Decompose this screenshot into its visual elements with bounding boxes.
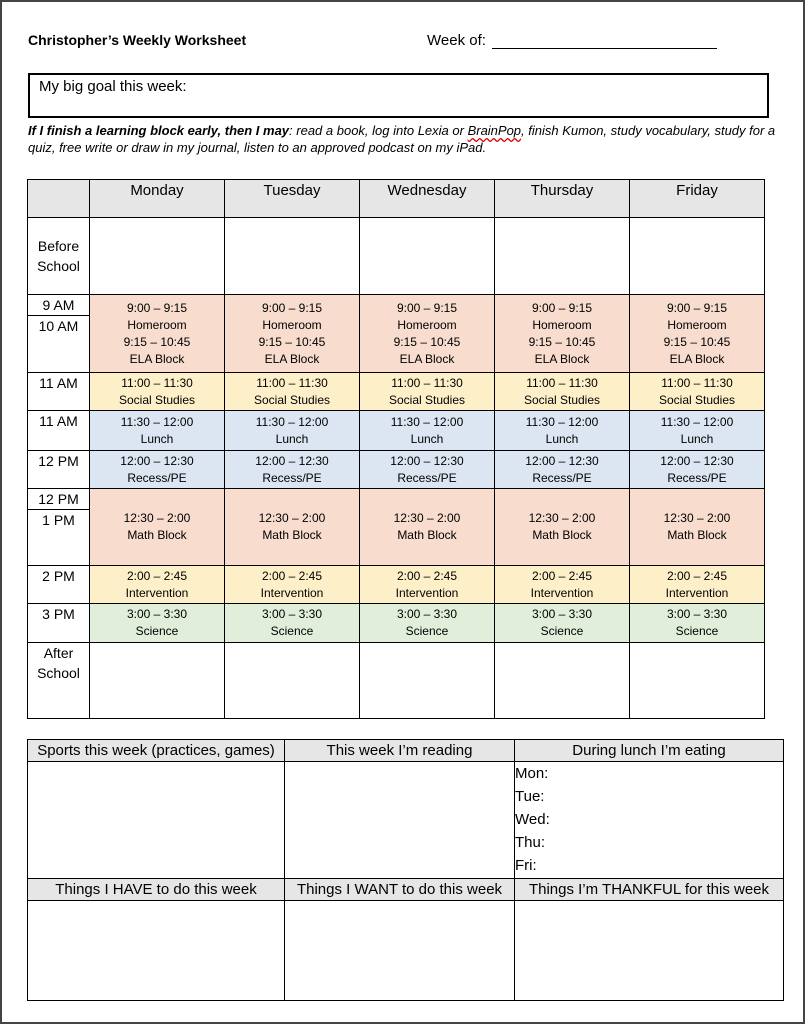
recess-cell[interactable]: 12:00 – 12:30 Recess/PE (630, 451, 765, 489)
reading-box[interactable] (285, 762, 515, 879)
note-bold: If I finish a learning block early, then I may (28, 123, 290, 138)
have-to-do-header: Things I HAVE to do this week (28, 879, 285, 901)
thankful-header: Things I’m THANKFUL for this week (515, 879, 784, 901)
science-cell[interactable]: 3:00 – 3:30 Science (225, 604, 360, 643)
lunch-day-label: Fri: (515, 857, 537, 874)
sports-header: Sports this week (practices, games) (28, 740, 285, 762)
lunch-cell[interactable]: 11:30 – 12:00 Lunch (630, 411, 765, 451)
social-studies-cell[interactable]: 11:00 – 11:30 Social Studies (90, 373, 225, 411)
science-cell[interactable]: 3:00 – 3:30 Science (495, 604, 630, 643)
lunch-eating-header: During lunch I’m eating (515, 740, 784, 762)
science-cell[interactable]: 3:00 – 3:30 Science (360, 604, 495, 643)
morning-block-cell[interactable]: 9:00 – 9:15 Homeroom 9:15 – 10:45 ELA Block (360, 295, 495, 373)
intervention-cell[interactable]: 2:00 – 2:45 Intervention (90, 566, 225, 604)
lunch-eating-box[interactable] (515, 762, 784, 879)
before-school-cell[interactable] (630, 218, 765, 295)
after-school-cell[interactable] (90, 643, 225, 719)
time-label-12-1 (28, 489, 90, 566)
after-school-cell[interactable] (630, 643, 765, 719)
day-header: Wednesday (360, 180, 495, 218)
intervention-cell[interactable]: 2:00 – 2:45 Intervention (495, 566, 630, 604)
before-school-cell[interactable] (225, 218, 360, 295)
social-studies-cell[interactable]: 11:00 – 11:30 Social Studies (360, 373, 495, 411)
recess-cell[interactable]: 12:00 – 12:30 Recess/PE (90, 451, 225, 489)
note-brainpop: BrainPop (467, 123, 522, 138)
intervention-cell[interactable]: 2:00 – 2:45 Intervention (225, 566, 360, 604)
recess-cell[interactable]: 12:00 – 12:30 Recess/PE (225, 451, 360, 489)
after-school-cell[interactable] (360, 643, 495, 719)
before-school-cell[interactable] (90, 218, 225, 295)
science-cell[interactable]: 3:00 – 3:30 Science (90, 604, 225, 643)
lunch-cell[interactable]: 11:30 – 12:00 Lunch (495, 411, 630, 451)
recess-cell[interactable]: 12:00 – 12:30 Recess/PE (360, 451, 495, 489)
after-school-label: After School (28, 643, 90, 719)
time-label: 11 AM (28, 411, 90, 451)
before-school-cell[interactable] (495, 218, 630, 295)
lunch-cell[interactable]: 11:30 – 12:00 Lunch (225, 411, 360, 451)
time-label: 12 PM (38, 491, 79, 507)
time-label: 3 PM (28, 604, 90, 643)
note-text-2: , finish Kumon, study vocabulary, study for a quiz, free write or draw in my journal, listen to an approved podcast on my iPad. (28, 123, 776, 155)
big-goal-box[interactable] (28, 73, 769, 118)
morning-block-cell[interactable]: 9:00 – 9:15 Homeroom 9:15 – 10:45 ELA Block (630, 295, 765, 373)
time-label: 12 PM (28, 451, 90, 489)
time-label: 1 PM (28, 509, 89, 530)
worksheet-title: Christopher’s Weekly Worksheet (28, 32, 247, 48)
math-cell[interactable]: 12:30 – 2:00 Math Block (630, 489, 765, 566)
time-label: 9 AM (42, 297, 75, 313)
lunch-day-label: Thu: (515, 834, 546, 851)
math-cell[interactable]: 12:30 – 2:00 Math Block (495, 489, 630, 566)
lunch-cell[interactable]: 11:30 – 12:00 Lunch (360, 411, 495, 451)
weekly-notes-table (27, 739, 784, 1001)
time-label: 2 PM (28, 566, 90, 604)
want-to-do-box[interactable] (285, 901, 515, 1001)
intervention-cell[interactable]: 2:00 – 2:45 Intervention (630, 566, 765, 604)
science-cell[interactable]: 3:00 – 3:30 Science (630, 604, 765, 643)
sports-box[interactable] (28, 762, 285, 879)
day-header: Thursday (495, 180, 630, 218)
day-header: Tuesday (225, 180, 360, 218)
schedule-corner (28, 180, 90, 218)
note-text-1: : read a book, log into Lexia or (289, 123, 468, 138)
time-label: 11 AM (28, 373, 90, 411)
day-header: Friday (630, 180, 765, 218)
social-studies-cell[interactable]: 11:00 – 11:30 Social Studies (225, 373, 360, 411)
after-school-cell[interactable] (495, 643, 630, 719)
math-cell[interactable]: 12:30 – 2:00 Math Block (225, 489, 360, 566)
time-label: 10 AM (28, 315, 89, 336)
social-studies-cell[interactable]: 11:00 – 11:30 Social Studies (630, 373, 765, 411)
week-of-line[interactable] (492, 48, 717, 49)
morning-block-cell[interactable]: 9:00 – 9:15 Homeroom 9:15 – 10:45 ELA Block (225, 295, 360, 373)
before-school-label: Before School (28, 218, 90, 295)
want-to-do-header: Things I WANT to do this week (285, 879, 515, 901)
intervention-cell[interactable]: 2:00 – 2:45 Intervention (360, 566, 495, 604)
day-header: Monday (90, 180, 225, 218)
lunch-cell[interactable]: 11:30 – 12:00 Lunch (90, 411, 225, 451)
big-goal-label: My big goal this week: (39, 78, 187, 95)
time-label-9-10 (28, 295, 90, 373)
after-school-cell[interactable] (225, 643, 360, 719)
recess-cell[interactable]: 12:00 – 12:30 Recess/PE (495, 451, 630, 489)
early-finish-note (28, 122, 788, 156)
morning-block-cell[interactable]: 9:00 – 9:15 Homeroom 9:15 – 10:45 ELA Block (495, 295, 630, 373)
math-cell[interactable]: 12:30 – 2:00 Math Block (360, 489, 495, 566)
social-studies-cell[interactable]: 11:00 – 11:30 Social Studies (495, 373, 630, 411)
before-school-cell[interactable] (360, 218, 495, 295)
lunch-day-label: Mon: (515, 765, 549, 782)
reading-header: This week I’m reading (285, 740, 515, 762)
lunch-day-label: Wed: (515, 811, 550, 828)
thankful-box[interactable] (515, 901, 784, 1001)
have-to-do-box[interactable] (28, 901, 285, 1001)
morning-block-cell[interactable]: 9:00 – 9:15 Homeroom 9:15 – 10:45 ELA Block (90, 295, 225, 373)
schedule-table (27, 179, 765, 719)
lunch-day-label: Tue: (515, 788, 545, 805)
math-cell[interactable]: 12:30 – 2:00 Math Block (90, 489, 225, 566)
week-of-label: Week of: (427, 32, 486, 49)
